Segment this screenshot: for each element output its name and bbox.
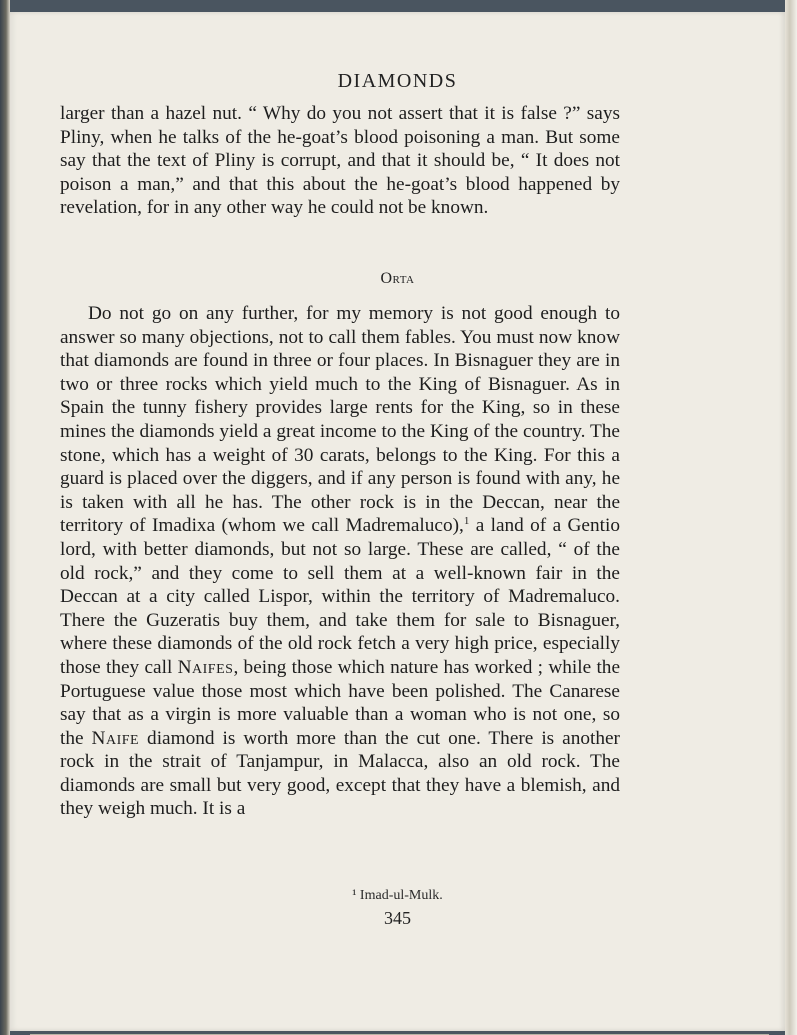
paragraph-continuation [60,102,620,220]
speaker-paragraph [60,302,620,821]
text-run: , being those which nature has worked ; while the Portuguese value those most which have been polished. The Canarese say that as a virgin is more valuable than a woman who is not one, so the [60,656,621,749]
text-run: a land of a Gentio lord, with better diamonds, but not so large. These are called, “ of the old rock,” and they come to sell them at a well-known fair in the Deccan at a city called Lispor, within the territory of Madremaluco. There the Guzeratis buy them, and take them for sale to Bisnaguer, where these diamonds of the old rock fetch a very high price, especially those they call [60,515,620,678]
footnote-marker: 1 [463,515,470,528]
text-run: Do not go on any further, for my memory is not good enough to answer so many objections, not to call them fables. You must now know that diamonds are found in three or four places. In Bisnaguer they are in two or three rocks which yield much to the King of Bisnaguer. As in Spain the tunny fishery provides large rents for the King, so in these mines the diamonds yield a great income to the King of the country. The stone, which has a weight of 30 carats, belongs to the King. For this a guard is placed over the diggers, and if any person is found with any, he is taken with all he has. The other rock is in the Deccan, near the territory of Imadixa (whom we call Madremaluco), [60,303,620,537]
paragraph-text [60,302,620,821]
page-edge [785,0,797,1035]
paragraph-text: larger than a hazel nut. “ Why do you not assert that it is false ?” says Pliny, when he talks of the he-goat’s blood poisoning a man. But some say that the text of Pliny is corrupt, and that it should be, “ It does not poison a man,” and that this about the he-goat’s blood happened by revelation, for in any other way he could not be known. [60,103,620,219]
running-header: DIAMONDS [337,70,458,92]
term-small-caps: Naife [91,727,140,749]
footnote: ¹ Imad-ul-Mulk. [352,888,443,903]
book-page [10,12,785,1031]
book-spine [0,0,10,1035]
page-number: 345 [384,908,411,928]
text-run: diamond is worth more than the cut one. There is another rock in the strait of Tanjampur, in Malacca, also an old rock. The diamonds are small but very good, except that they have a blemish, and they weigh much. It is a [60,727,620,820]
speaker-heading: Orta [380,270,415,287]
term-small-caps: Naifes [177,656,234,678]
